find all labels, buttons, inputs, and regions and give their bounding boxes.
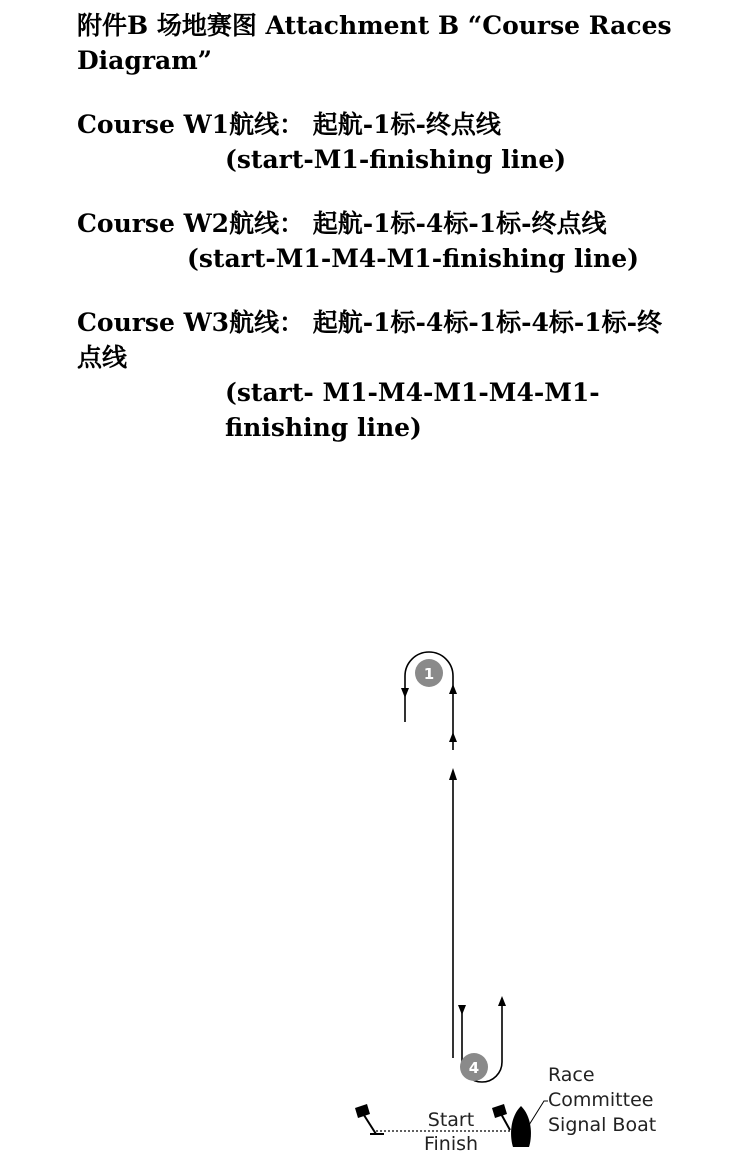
mark-1-number: 1 bbox=[423, 665, 435, 683]
signal-boat-label-line1: Race bbox=[548, 1064, 595, 1086]
upwind-arrowhead-icon bbox=[449, 732, 457, 742]
upwind-arrowhead-icon bbox=[498, 996, 506, 1006]
signal-boat-callout-line bbox=[529, 1101, 548, 1125]
course-w1-route: (start-M1-finishing line) bbox=[225, 145, 567, 174]
course-w2-route: (start-M1-M4-M1-finishing line) bbox=[187, 244, 639, 273]
page-heading: 附件B 场地赛图 Attachment B “Course Races Diagram” bbox=[77, 11, 672, 75]
signal-boat-label-line2: Committee bbox=[548, 1089, 654, 1111]
mark-4 bbox=[460, 1053, 488, 1081]
course-w3-route: (start- M1-M4-M1-M4-M1-finishing line) bbox=[225, 378, 600, 442]
downwind-arrowhead-icon bbox=[401, 688, 409, 698]
finish-label: Finish bbox=[423, 1133, 479, 1155]
upwind-arrowhead-icon bbox=[449, 684, 457, 694]
signal-boat-icon bbox=[511, 1106, 531, 1147]
start-label: Start bbox=[427, 1109, 475, 1131]
signal-boat-label-line3: Signal Boat bbox=[548, 1114, 657, 1136]
course-w3-title: Course W3航线： 起航-1标-4标-1标-4标-1标-终点线 bbox=[77, 308, 663, 372]
downwind-arrowhead-icon bbox=[458, 1005, 466, 1015]
mark-4-number: 4 bbox=[468, 1059, 480, 1077]
course-w1-title: Course W1航线： 起航-1标-终点线 bbox=[77, 110, 501, 139]
upwind-arrowhead-icon bbox=[449, 768, 457, 780]
committee-boat-flag-icon bbox=[492, 1104, 510, 1130]
course-w2-title: Course W2航线： 起航-1标-4标-1标-终点线 bbox=[77, 209, 607, 238]
pin-end-flag-icon bbox=[355, 1104, 384, 1134]
mark-1 bbox=[415, 659, 443, 687]
